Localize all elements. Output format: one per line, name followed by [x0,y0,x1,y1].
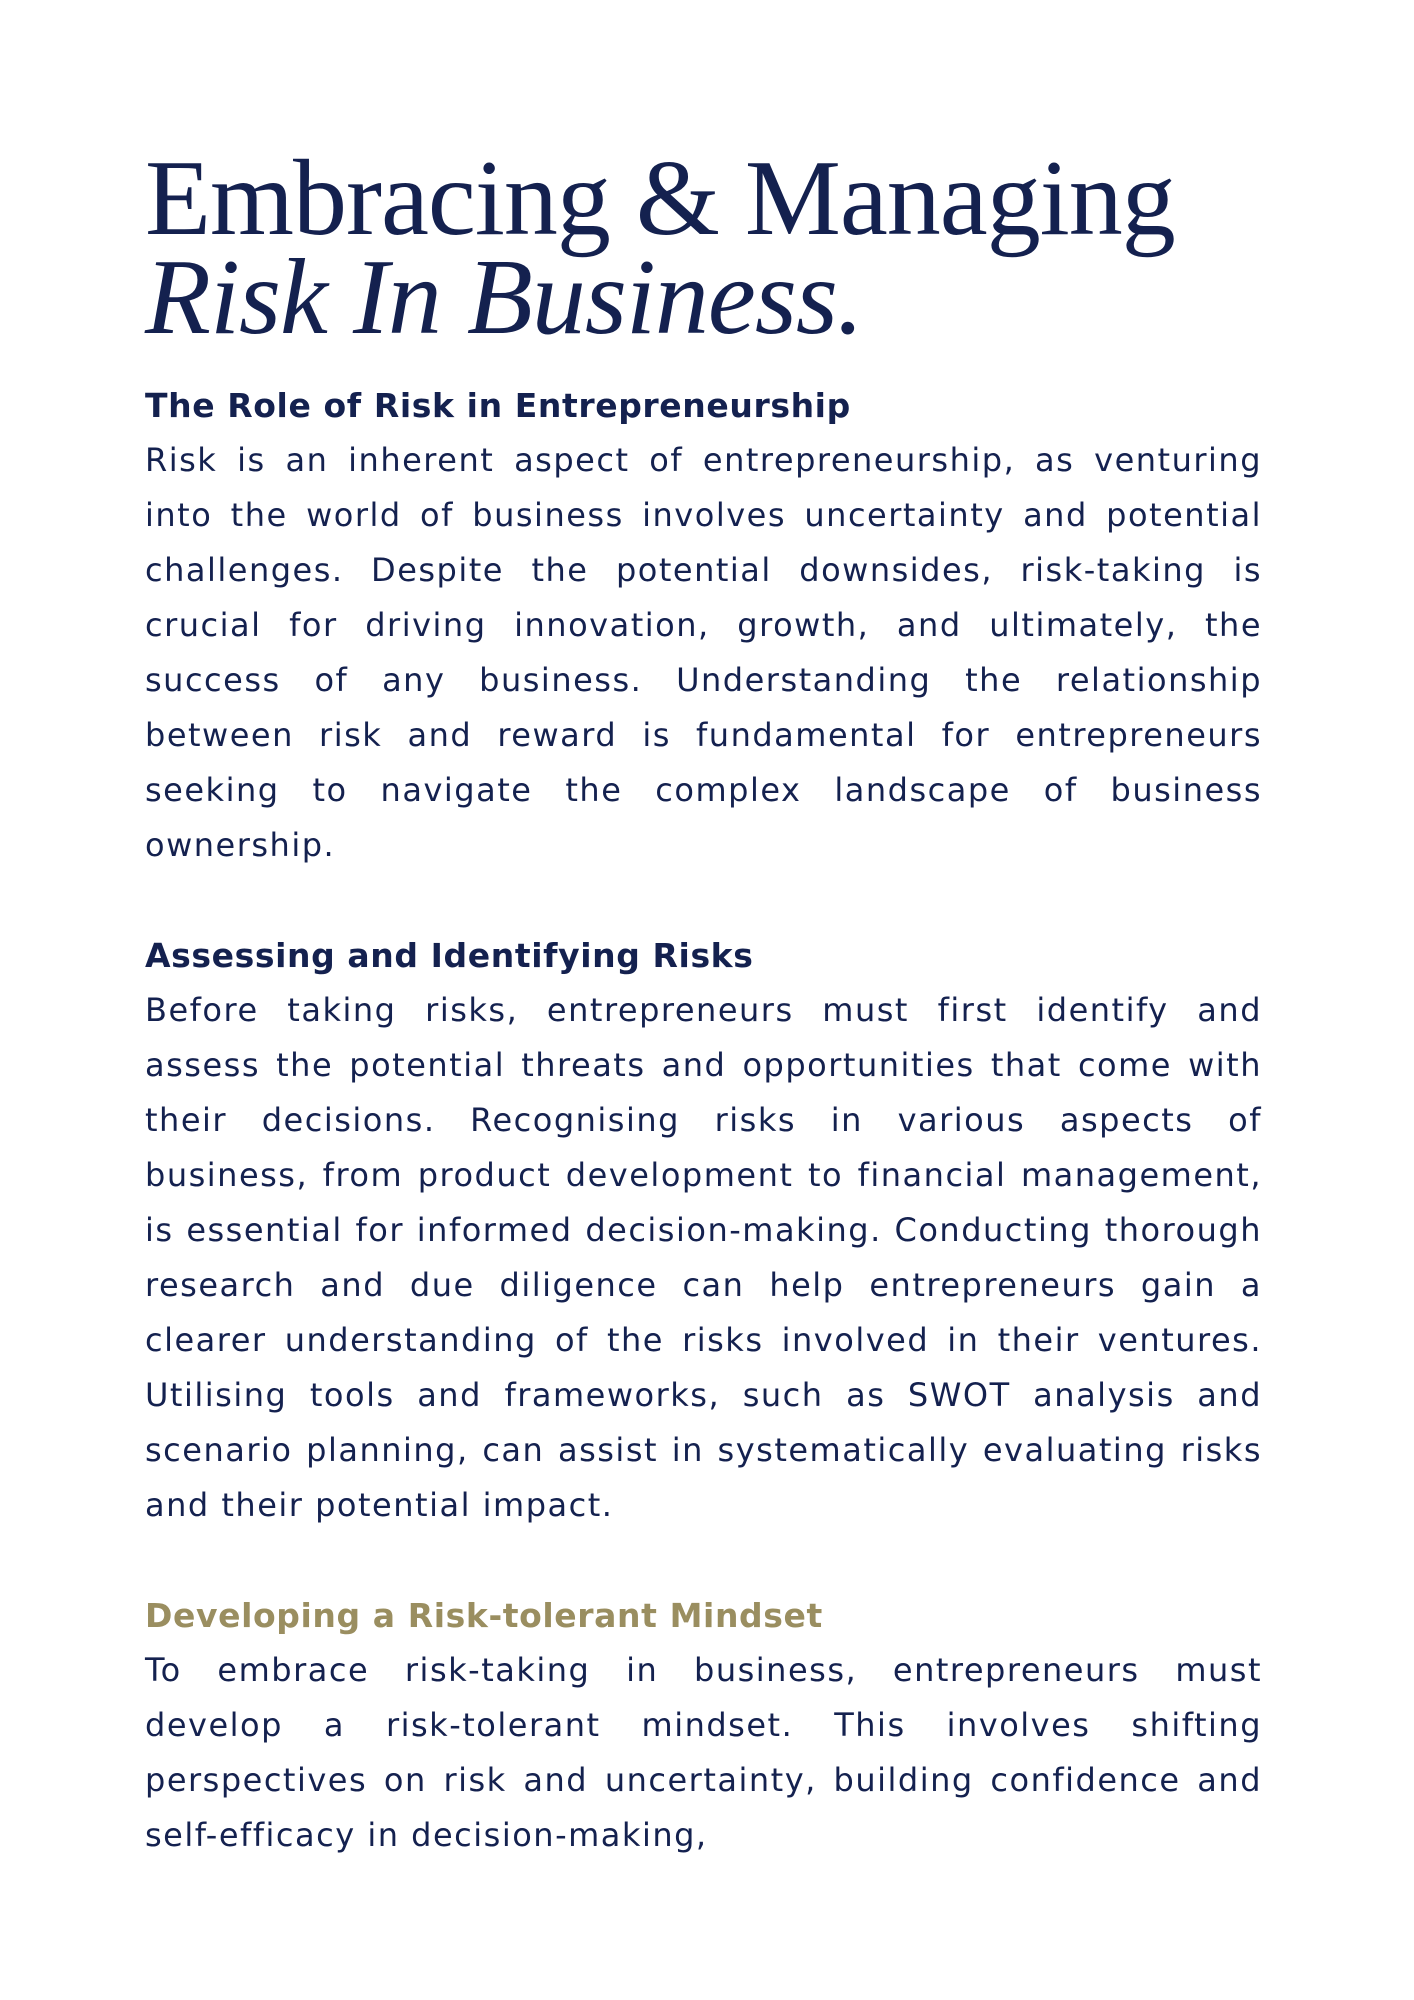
section-body: Risk is an inherent aspect of entrepreneurship, as venturing into the world of business involves uncertainty and potential challenges. Despite the potential downsides, risk-taking is crucial for driving innovation, growth, and ultimately, the success of any business. Understanding the relationship between risk and reward is fundamental for entrepreneurs seeking to navigate the complex landscape of business ownership. [145,441,1262,864]
section-heading: The Role of Risk in Entrepreneurship [145,386,851,425]
section-role-of-risk [145,378,1262,873]
section-risk-tolerant-mindset [145,1588,1262,1863]
page-title [145,139,1295,357]
section-heading: Assessing and Identifying Risks [145,936,754,975]
section-body: To embrace risk-taking in business, entrepreneurs must develop a risk-tolerant mindset. This involves shifting perspectives on risk and uncertainty, building confidence and self-efficacy in decision-making, [145,1651,1262,1854]
section-body: Before taking risks, entrepreneurs must first identify and assess the potential threats and opportunities that come with their decisions. Recognising risks in various aspects of business, from product development to financial management, is essential for informed decision-making. Conducting thorough research and due diligence can help entrepreneurs gain a clearer understanding of the risks involved in their ventures. Utilising tools and frameworks, such as SWOT analysis and scenario planning, can assist in systematically evaluating risks and their potential impact. [145,991,1262,1524]
article-content [145,378,1262,1918]
title-line-2: Risk In Business. [145,238,863,357]
section-heading: Developing a Risk-tolerant Mindset [145,1596,823,1635]
title-line-1: Embracing & Managing [145,139,1175,258]
section-assessing-risks [145,928,1262,1533]
